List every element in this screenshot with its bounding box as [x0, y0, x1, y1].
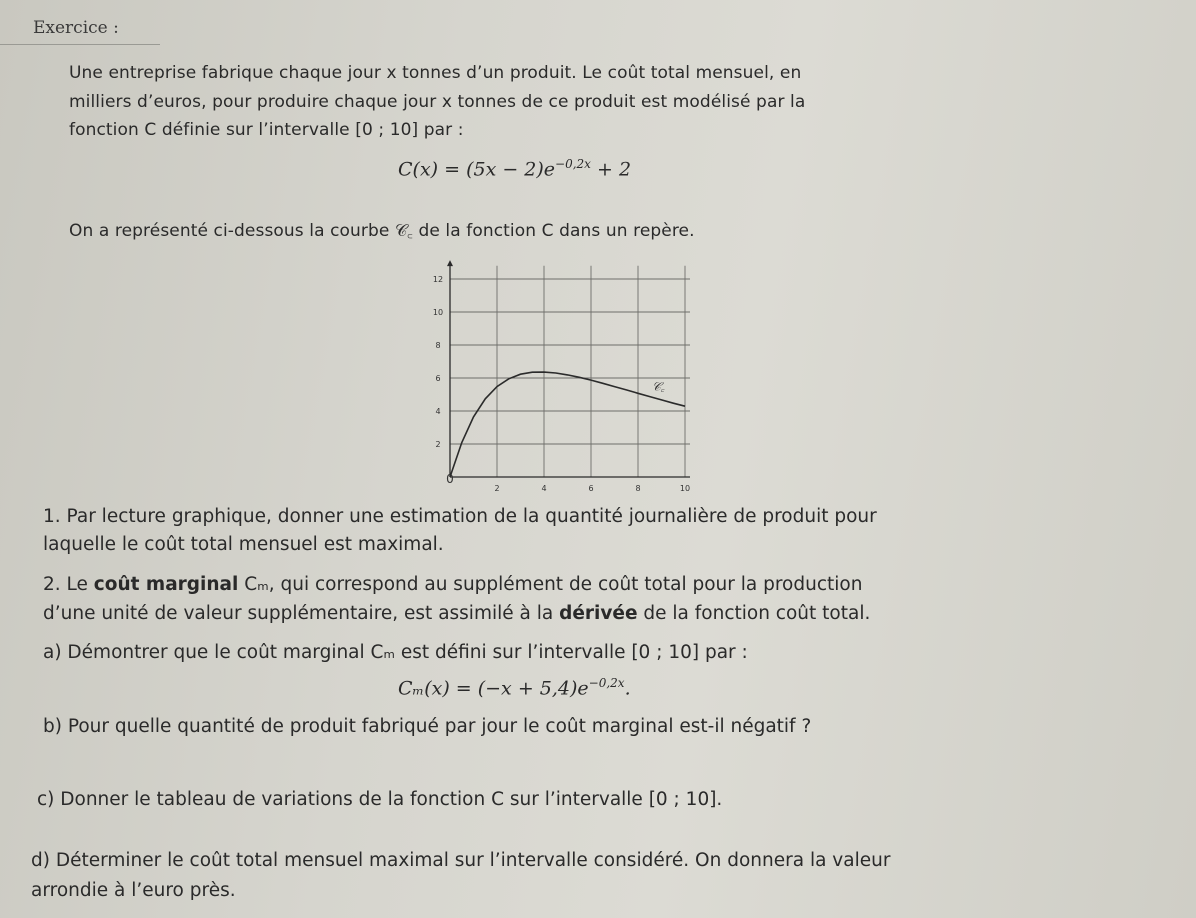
question-c: c) Donner le tableau de variations de la fonction C sur l’intervalle [0 ; 10]. [37, 789, 723, 810]
y-tick-label-12: 12 [432, 275, 444, 284]
question-1-line-1: 1. Par lecture graphique, donner une estimation de la quantité journalière de produit pour [43, 506, 877, 527]
exercise-title: Exercice : [33, 18, 119, 38]
marginal-formula-exponent: −0,2x [588, 676, 625, 690]
question-1-line-2: laquelle le coût total mensuel est maximal. [43, 534, 444, 555]
formula-rhs: + 2 [590, 158, 632, 181]
x-tick-label-4: 4 [541, 484, 547, 493]
cost-curve-chart [420, 252, 690, 502]
curve-sentence: On a représenté ci-dessous la courbe 𝒞꜀ de la fonction C dans un repère. [69, 221, 695, 241]
y-tick-label-6: 6 [435, 374, 441, 383]
cost-curve-line [450, 372, 685, 477]
cost-function-formula [398, 157, 631, 180]
marginal-cost-formula [398, 676, 631, 699]
chart-svg [420, 252, 690, 502]
x-tick-label-6: 6 [588, 484, 594, 493]
question-b: b) Pour quelle quantité de produit fabriqué par jour le coût marginal est-il négatif ? [43, 716, 812, 737]
q2-bold-derivative: dérivée [559, 603, 638, 624]
question-d-line-1: d) Déterminer le coût total mensuel maximal sur l’intervalle considéré. On donnera la valeur [31, 850, 891, 871]
intro-line-1: Une entreprise fabrique chaque jour x tonnes d’un produit. Le coût total mensuel, en [69, 63, 802, 83]
x-tick-label-0: 0 [446, 472, 454, 486]
curve-label: 𝒞꜀ [652, 379, 665, 394]
marginal-formula-rhs: . [624, 677, 631, 700]
intro-line-2: milliers d’euros, pour produire chaque jour x tonnes de ce produit est modélisé par la [69, 92, 806, 112]
grid-lines [450, 266, 690, 477]
q2-line2-suffix: de la fonction coût total. [637, 603, 871, 624]
formula-exponent: −0,2x [555, 157, 591, 171]
question-a: a) Démontrer que le coût marginal Cₘ est défini sur l’intervalle [0 ; 10] par : [43, 642, 748, 663]
formula-lhs: C(x) = (5x − 2)e [398, 158, 556, 181]
x-tick-label-10: 10 [679, 484, 690, 493]
q2-prefix: 2. Le [43, 574, 94, 595]
question-d-line-2: arrondie à l’euro près. [31, 880, 236, 901]
question-2-line-2 [43, 603, 870, 624]
marginal-formula-lhs: Cₘ(x) = (−x + 5,4)e [398, 677, 589, 700]
axes [447, 260, 690, 480]
question-2-line-1 [43, 574, 862, 595]
y-tick-label-8: 8 [435, 341, 441, 350]
y-axis-arrow [447, 260, 453, 266]
q2-bold-term: coût marginal [93, 574, 239, 595]
y-tick-label-10: 10 [432, 308, 444, 317]
intro-line-3: fonction C définie sur l’intervalle [0 ; 10] par : [69, 120, 464, 140]
title-divider [0, 44, 160, 45]
x-tick-label-2: 2 [494, 484, 500, 493]
q2-rest: Cₘ, qui correspond au supplément de coût total pour la production [238, 574, 863, 595]
x-tick-label-8: 8 [635, 484, 641, 493]
y-tick-label-4: 4 [435, 407, 441, 416]
y-tick-label-2: 2 [435, 440, 441, 449]
q2-line2-prefix: d’une unité de valeur supplémentaire, est assimilé à la [43, 603, 560, 624]
